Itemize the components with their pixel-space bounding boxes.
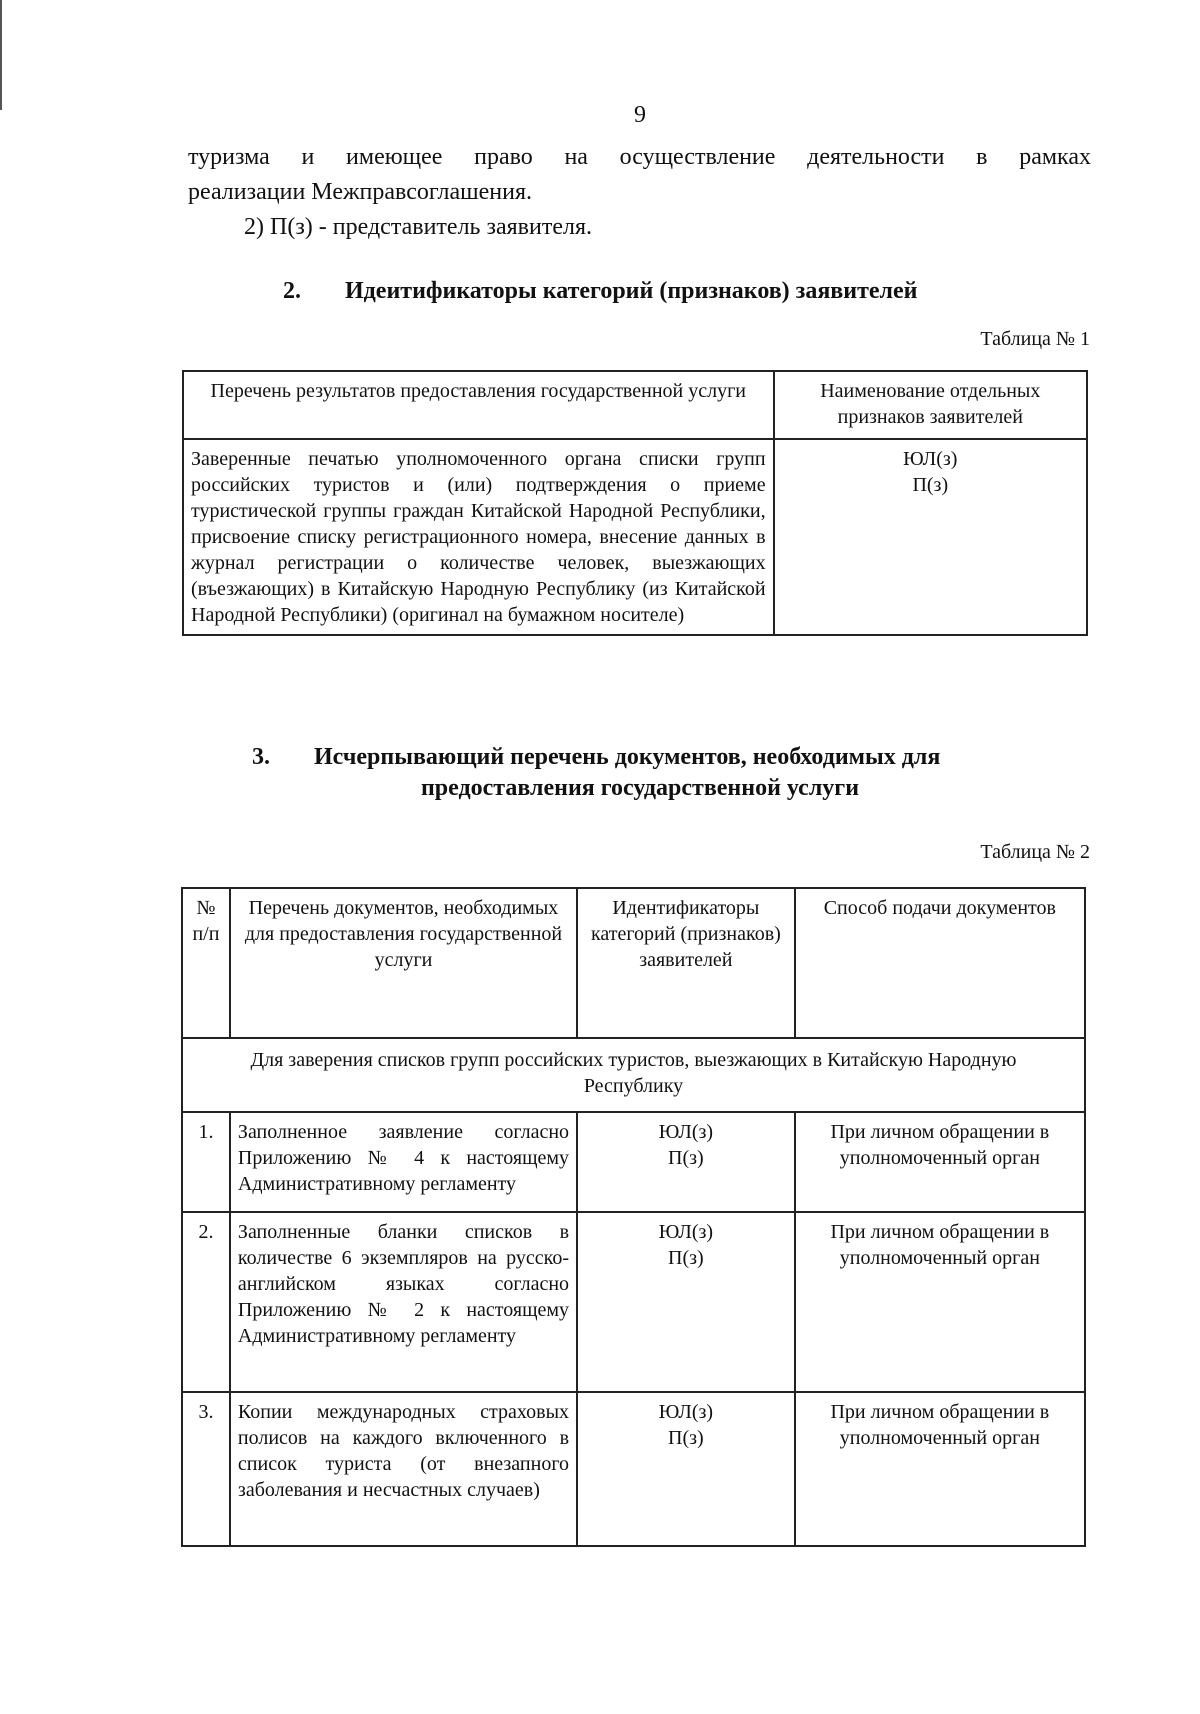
id-p: П(з) — [668, 1147, 704, 1169]
row-document: Копии международных страховых полисов на каждого включенного в список туриста (от внезапного заболевания и несчастных случаев) — [230, 1392, 577, 1546]
table-2-header-ids: Идентификаторы категорий (признаков) заявителей — [577, 888, 795, 1038]
section-2-title: Идеитификаторы категорий (признаков) заявителей — [345, 278, 918, 304]
table-2-caption: Таблица № 2 — [980, 841, 1090, 863]
id-ul: ЮЛ(з) — [658, 1121, 714, 1143]
section-2-heading — [283, 276, 917, 307]
row-number: 3. — [182, 1392, 230, 1546]
id-ul: ЮЛ(з) — [658, 1401, 714, 1423]
row-ids — [577, 1212, 795, 1392]
intro-item-2: 2) П(з) - представитель заявителя. — [244, 214, 592, 240]
table-1-header-ids: Наименование отдельных признаков заявителей — [774, 371, 1087, 439]
id-p: П(з) — [912, 474, 949, 496]
row-number: 2. — [182, 1212, 230, 1392]
id-ul: ЮЛ(з) — [903, 448, 958, 470]
table-1-caption: Таблица № 1 — [980, 328, 1090, 350]
row-method: При личном обращении в уполномоченный орган — [795, 1392, 1085, 1546]
section-3-heading-line-2 — [0, 773, 1200, 804]
intro-line-2: реализации Межправсоглашения. — [188, 179, 533, 205]
section-2-number: 2. — [283, 278, 301, 304]
row-document: Заполненные бланки списков в количестве 6 экземпляров на русско-английском языках согласно Приложению № 2 к настоящему Административному регламенту — [230, 1212, 577, 1392]
table-2 — [181, 887, 1086, 1547]
id-ul: ЮЛ(з) — [658, 1221, 714, 1243]
page-number: 9 — [634, 102, 646, 128]
id-p: П(з) — [668, 1427, 704, 1449]
id-p: П(з) — [668, 1247, 704, 1269]
table-2-header-num: № п/п — [182, 888, 230, 1038]
row-document: Заполненное заявление согласно Приложению № 4 к настоящему Административному регламенту — [230, 1112, 577, 1212]
table-2-header-row — [182, 888, 1085, 1038]
row-method: При личном обращении в уполномоченный орган — [795, 1212, 1085, 1392]
row-ids — [577, 1112, 795, 1212]
section-3-number: 3. — [252, 744, 270, 770]
section-3-heading — [252, 742, 940, 773]
table-1-ids-cell — [774, 439, 1087, 635]
table-1 — [182, 370, 1088, 636]
table-2-header-docs: Перечень документов, необходимых для предоставления государственной услуги — [230, 888, 577, 1038]
table-row — [182, 1392, 1085, 1546]
table-1-result-cell: Заверенные печатью уполномоченного органа списки групп российских туристов и (или) подтверждения о приеме туристической группы граждан Китайской Народной Республики, присвоение списку регистрационного номера, внесение данных в журнал регистрации о количестве человек, выезжающих (въезжающих) в Китайскую Народную Республику (из Китайской Народной Республики) (оригинал на бумажном носителе) — [183, 439, 774, 635]
intro-text — [188, 140, 1091, 245]
scan-edge-line — [0, 0, 2, 110]
table-1-header-results: Перечень результатов предоставления государственной услуги — [183, 371, 774, 439]
section-3-title-line-2: предоставления государственной услуги — [420, 775, 860, 801]
intro-line-1: туризма и имеющее право на осуществление деятельности в рамках — [188, 144, 1091, 170]
table-1-header-row — [183, 371, 1087, 439]
table-2-group-title: Для заверения списков групп российских туристов, выезжающих в Китайскую Народную Республику — [182, 1038, 1085, 1112]
table-row — [182, 1112, 1085, 1212]
section-3-title-line-1: Исчерпывающий перечень документов, необходимых для — [314, 744, 941, 770]
table-2-header-method: Способ подачи документов — [795, 888, 1085, 1038]
row-number: 1. — [182, 1112, 230, 1212]
table-row — [182, 1212, 1085, 1392]
table-row — [183, 439, 1087, 635]
row-method: При личном обращении в уполномоченный орган — [795, 1112, 1085, 1212]
table-2-group-row — [182, 1038, 1085, 1112]
row-ids — [577, 1392, 795, 1546]
